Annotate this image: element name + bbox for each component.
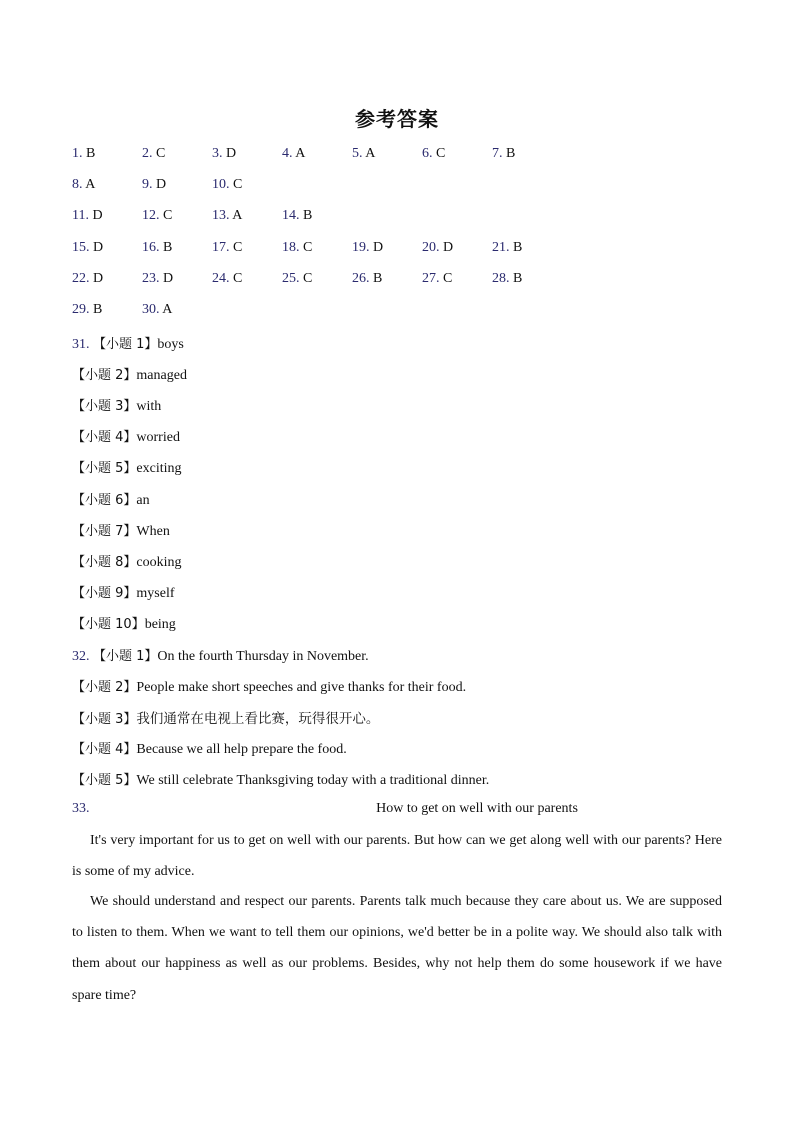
answer-letter: D — [163, 271, 174, 286]
answer-letter: C — [233, 177, 243, 192]
answer-item — [72, 177, 95, 193]
sub-question-tag: 【小题 5】 — [72, 773, 137, 788]
sub-answer: worried — [136, 430, 180, 445]
sub-question-tag: 【小题 6】 — [72, 493, 137, 508]
question-number: 14. — [282, 208, 300, 223]
question-number: 9. — [142, 177, 153, 192]
sub-answer: exciting — [136, 461, 182, 476]
answer-item — [352, 240, 383, 256]
answer-item — [492, 146, 515, 162]
sub-question-tag: 【小题 1】 — [93, 337, 158, 352]
question-number: 25. — [282, 271, 300, 286]
answer-letter: A — [85, 177, 96, 192]
question-number: 13. — [212, 208, 230, 223]
sub-question-tag: 【小题 2】 — [72, 680, 137, 695]
question-number: 17. — [212, 240, 230, 255]
question-number: 27. — [422, 271, 440, 286]
question-number: 5. — [352, 146, 363, 161]
answer-letter: D — [156, 177, 167, 192]
answer-letter: A — [365, 146, 376, 161]
answer-item — [142, 240, 172, 256]
answer-item — [72, 271, 103, 287]
question-number: 18. — [282, 240, 300, 255]
q31-item — [72, 426, 180, 446]
question-number: 31. — [72, 337, 90, 352]
question-number: 6. — [422, 146, 433, 161]
answer-item — [352, 271, 382, 287]
q31-item — [72, 582, 175, 602]
question-number: 29. — [72, 302, 90, 317]
answer-item — [212, 177, 242, 193]
q31-item — [72, 457, 182, 477]
sub-answer: We still celebrate Thanksgiving today with a traditional dinner. — [136, 773, 490, 788]
answer-letter: C — [303, 271, 313, 286]
q32-item — [72, 676, 466, 696]
sub-answer: cooking — [136, 555, 182, 570]
answer-item — [492, 271, 522, 287]
q31-item — [72, 395, 161, 415]
answer-letter: D — [443, 240, 454, 255]
answer-letter: D — [373, 240, 384, 255]
sub-answer: myself — [136, 586, 175, 601]
sub-answer: managed — [136, 368, 187, 383]
question-number: 12. — [142, 208, 160, 223]
q31-item — [72, 489, 150, 509]
answer-item — [422, 271, 452, 287]
q32-item — [72, 707, 379, 728]
essay-paragraph — [72, 825, 722, 887]
question-number: 10. — [212, 177, 230, 192]
answer-item — [282, 146, 305, 162]
sub-question-tag: 【小题 1】 — [93, 649, 158, 664]
question-number: 20. — [422, 240, 440, 255]
q31-item — [72, 520, 170, 540]
question-number: 21. — [492, 240, 510, 255]
answer-item — [212, 240, 242, 256]
question-number: 2. — [142, 146, 153, 161]
question-number: 15. — [72, 240, 90, 255]
question-number: 32. — [72, 649, 90, 664]
sub-answer: On the fourth Thursday in November. — [157, 649, 369, 664]
answer-item — [422, 146, 445, 162]
answer-letter: A — [162, 302, 173, 317]
sub-question-tag: 【小题 5】 — [72, 461, 137, 476]
question-number: 1. — [72, 146, 83, 161]
question-number: 16. — [142, 240, 160, 255]
answer-letter: A — [295, 146, 306, 161]
answer-letter: C — [233, 271, 243, 286]
answer-item — [72, 146, 95, 162]
answer-item — [142, 177, 166, 193]
answer-letter: C — [233, 240, 243, 255]
question-number: 4. — [282, 146, 293, 161]
essay-title: How to get on well with our parents — [376, 801, 578, 816]
answer-letter: B — [373, 271, 383, 286]
paragraph-text: We should understand and respect our parents. Parents talk much because they care about us. We are supposed to listen to them. When we want to tell them our opinions, we'd better be in a polite way. We should also talk with them about our happiness as well as our problems. Besides, why not help them do some housework if we have spare time? — [72, 894, 722, 1003]
q31-item — [72, 364, 187, 384]
q31-item — [72, 551, 182, 571]
sub-answer: being — [144, 617, 176, 632]
sub-answer: When — [136, 524, 170, 539]
sub-answer: boys — [157, 337, 184, 352]
answer-item — [72, 208, 103, 224]
answer-letter: A — [232, 208, 243, 223]
answer-letter: B — [163, 240, 173, 255]
answer-item — [142, 271, 173, 287]
answer-item — [142, 302, 172, 318]
question-number: 23. — [142, 271, 160, 286]
answer-item — [142, 208, 172, 224]
q32-item — [72, 769, 489, 789]
q32-item — [72, 645, 369, 665]
question-number: 8. — [72, 177, 83, 192]
question-number: 30. — [142, 302, 160, 317]
answer-letter: B — [93, 302, 103, 317]
question-number: 33. — [72, 801, 90, 816]
answer-item — [212, 271, 242, 287]
answer-letter: C — [303, 240, 313, 255]
answer-item — [212, 208, 242, 224]
answer-item — [72, 240, 103, 256]
answer-letter: C — [436, 146, 446, 161]
page-title: 参考答案 — [355, 107, 439, 131]
question-number: 26. — [352, 271, 370, 286]
sub-question-tag: 【小题 2】 — [72, 368, 137, 383]
q31-item — [72, 613, 176, 633]
sub-answer: an — [136, 493, 150, 508]
question-number: 24. — [212, 271, 230, 286]
answer-letter: B — [513, 240, 523, 255]
essay-paragraph — [72, 886, 722, 1011]
answer-item — [282, 271, 312, 287]
answer-letter: B — [86, 146, 96, 161]
answer-item — [282, 208, 312, 224]
sub-question-tag: 【小题 3】 — [72, 712, 137, 727]
question-number: 19. — [352, 240, 370, 255]
question-number: 3. — [212, 146, 223, 161]
answer-letter: B — [303, 208, 313, 223]
question-number: 7. — [492, 146, 503, 161]
sub-answer: Because we all help prepare the food. — [136, 742, 347, 757]
sub-question-tag: 【小题 7】 — [72, 524, 137, 539]
sub-question-tag: 【小题 8】 — [72, 555, 137, 570]
question-number: 11. — [72, 208, 89, 223]
answer-item — [142, 146, 165, 162]
answer-letter: B — [506, 146, 516, 161]
sub-question-tag: 【小题 3】 — [72, 399, 137, 414]
sub-answer: 我们通常在电视上看比赛，玩得很开心。 — [136, 711, 380, 727]
answer-item — [212, 146, 236, 162]
answer-item — [422, 240, 453, 256]
sub-answer: People make short speeches and give thanks for their food. — [136, 680, 467, 695]
answer-letter: D — [92, 208, 103, 223]
sub-question-tag: 【小题 4】 — [72, 430, 137, 445]
answer-letter: D — [226, 146, 237, 161]
sub-answer: with — [136, 399, 162, 414]
question-number: 22. — [72, 271, 90, 286]
sub-question-tag: 【小题 9】 — [72, 586, 137, 601]
answer-letter: D — [93, 240, 104, 255]
sub-question-tag: 【小题 10】 — [72, 617, 145, 632]
answer-letter: C — [443, 271, 453, 286]
answer-item — [352, 146, 375, 162]
answer-letter: C — [163, 208, 173, 223]
answer-letter: C — [156, 146, 166, 161]
q32-item — [72, 738, 347, 758]
answer-letter: D — [93, 271, 104, 286]
answer-letter: B — [513, 271, 523, 286]
answer-item — [282, 240, 312, 256]
answer-item — [492, 240, 522, 256]
paragraph-text: It's very important for us to get on well with our parents. But how can we get along well with our parents? Here is some of my advice. — [72, 833, 722, 880]
q31-item — [72, 333, 184, 353]
answer-item — [72, 302, 102, 318]
sub-question-tag: 【小题 4】 — [72, 742, 137, 757]
question-number: 28. — [492, 271, 510, 286]
